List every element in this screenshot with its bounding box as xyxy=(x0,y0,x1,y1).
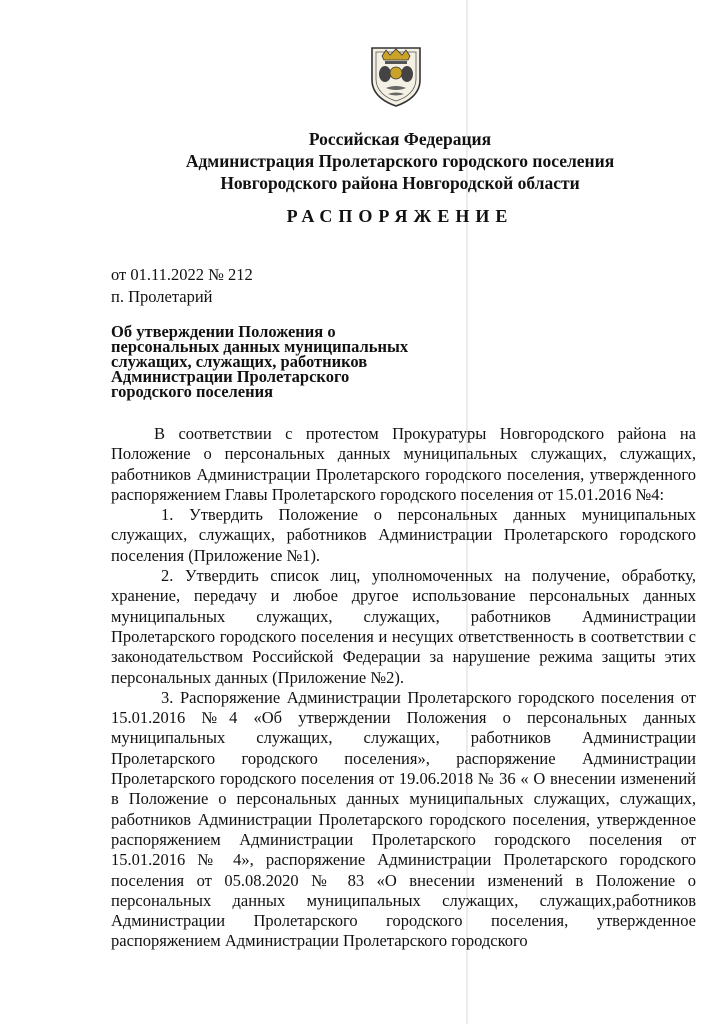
document-date-number: от 01.11.2022 № 212 xyxy=(111,265,253,284)
subject-line: Администрации Пролетарского xyxy=(111,367,350,386)
subject-line: персональных данных муниципальных xyxy=(111,337,409,356)
document-place: п. Пролетарий xyxy=(111,287,213,306)
item-1-paragraph: 1. Утвердить Положение о персональных данных муниципальных служащих, служащих, работников Администрации Пролетарского городского поселения (Приложение №1). xyxy=(111,505,696,565)
header-administration: Администрация Пролетарского городского поселения xyxy=(185,151,615,171)
coat-of-arms-emblem xyxy=(368,44,424,108)
preamble-paragraph: В соответствии с протестом Прокуратуры Новгородского района на Положение о персональных данных муниципальных служащих, служащих, работников Администрации Пролетарского городского поселения, утвержденного распоряжением Главы Пролетарского городского поселения от 15.01.2016 №4: xyxy=(111,424,696,504)
subject-line: городского поселения xyxy=(111,382,274,401)
header-region: Новгородского района Новгородской области xyxy=(220,173,580,193)
item-3-paragraph: 3. Распоряжение Администрации Пролетарского городского поселения от 15.01.2016 №4 «Об утверждении Положения о персональных данных муниципальных служащих, служащих, работников Администрации Пролетарского городского поселения», распоряжение Администрации Пролетарского городского поселения от 19.06.2018 № 36 « О внесении изменений в Положение о персональных данных муниципальных служащих, служащих, работников Администрации Пролетарского городского поселения, утвержденное распоряжением Администрации Пролетарского городского поселения от 15.01.2016 № 4», распоряжение Администрации Пролетарского городского поселения от 05.08.2020 № 83 «О внесении изменений в Положение о персональных данных муниципальных служащих, служащих,работников Администрации Пролетарского городского поселения, утвержденное распоряжением Администрации Пролетарского городского xyxy=(111,687,696,951)
subject-line: служащих, служащих, работников xyxy=(111,352,368,371)
item-2-paragraph: 2. Утвердить список лиц, уполномоченных на получение, обработку, хранение, передачу и любое другое использование персональных данных муниципальных служащих, служащих, работников Администрации Пролетарского городского поселения и несущих ответственность в соответствии с законодательством Российской Федерации за нарушение режима защиты этих персональных данных (Приложение №2). xyxy=(111,566,696,687)
document-body xyxy=(111,424,696,952)
subject-line: Об утверждении Положения о xyxy=(111,322,336,341)
document-type-title: РАСПОРЯЖЕНИЕ xyxy=(286,206,514,226)
document-subject xyxy=(111,324,408,399)
header-country: Российская Федерация xyxy=(308,129,492,149)
